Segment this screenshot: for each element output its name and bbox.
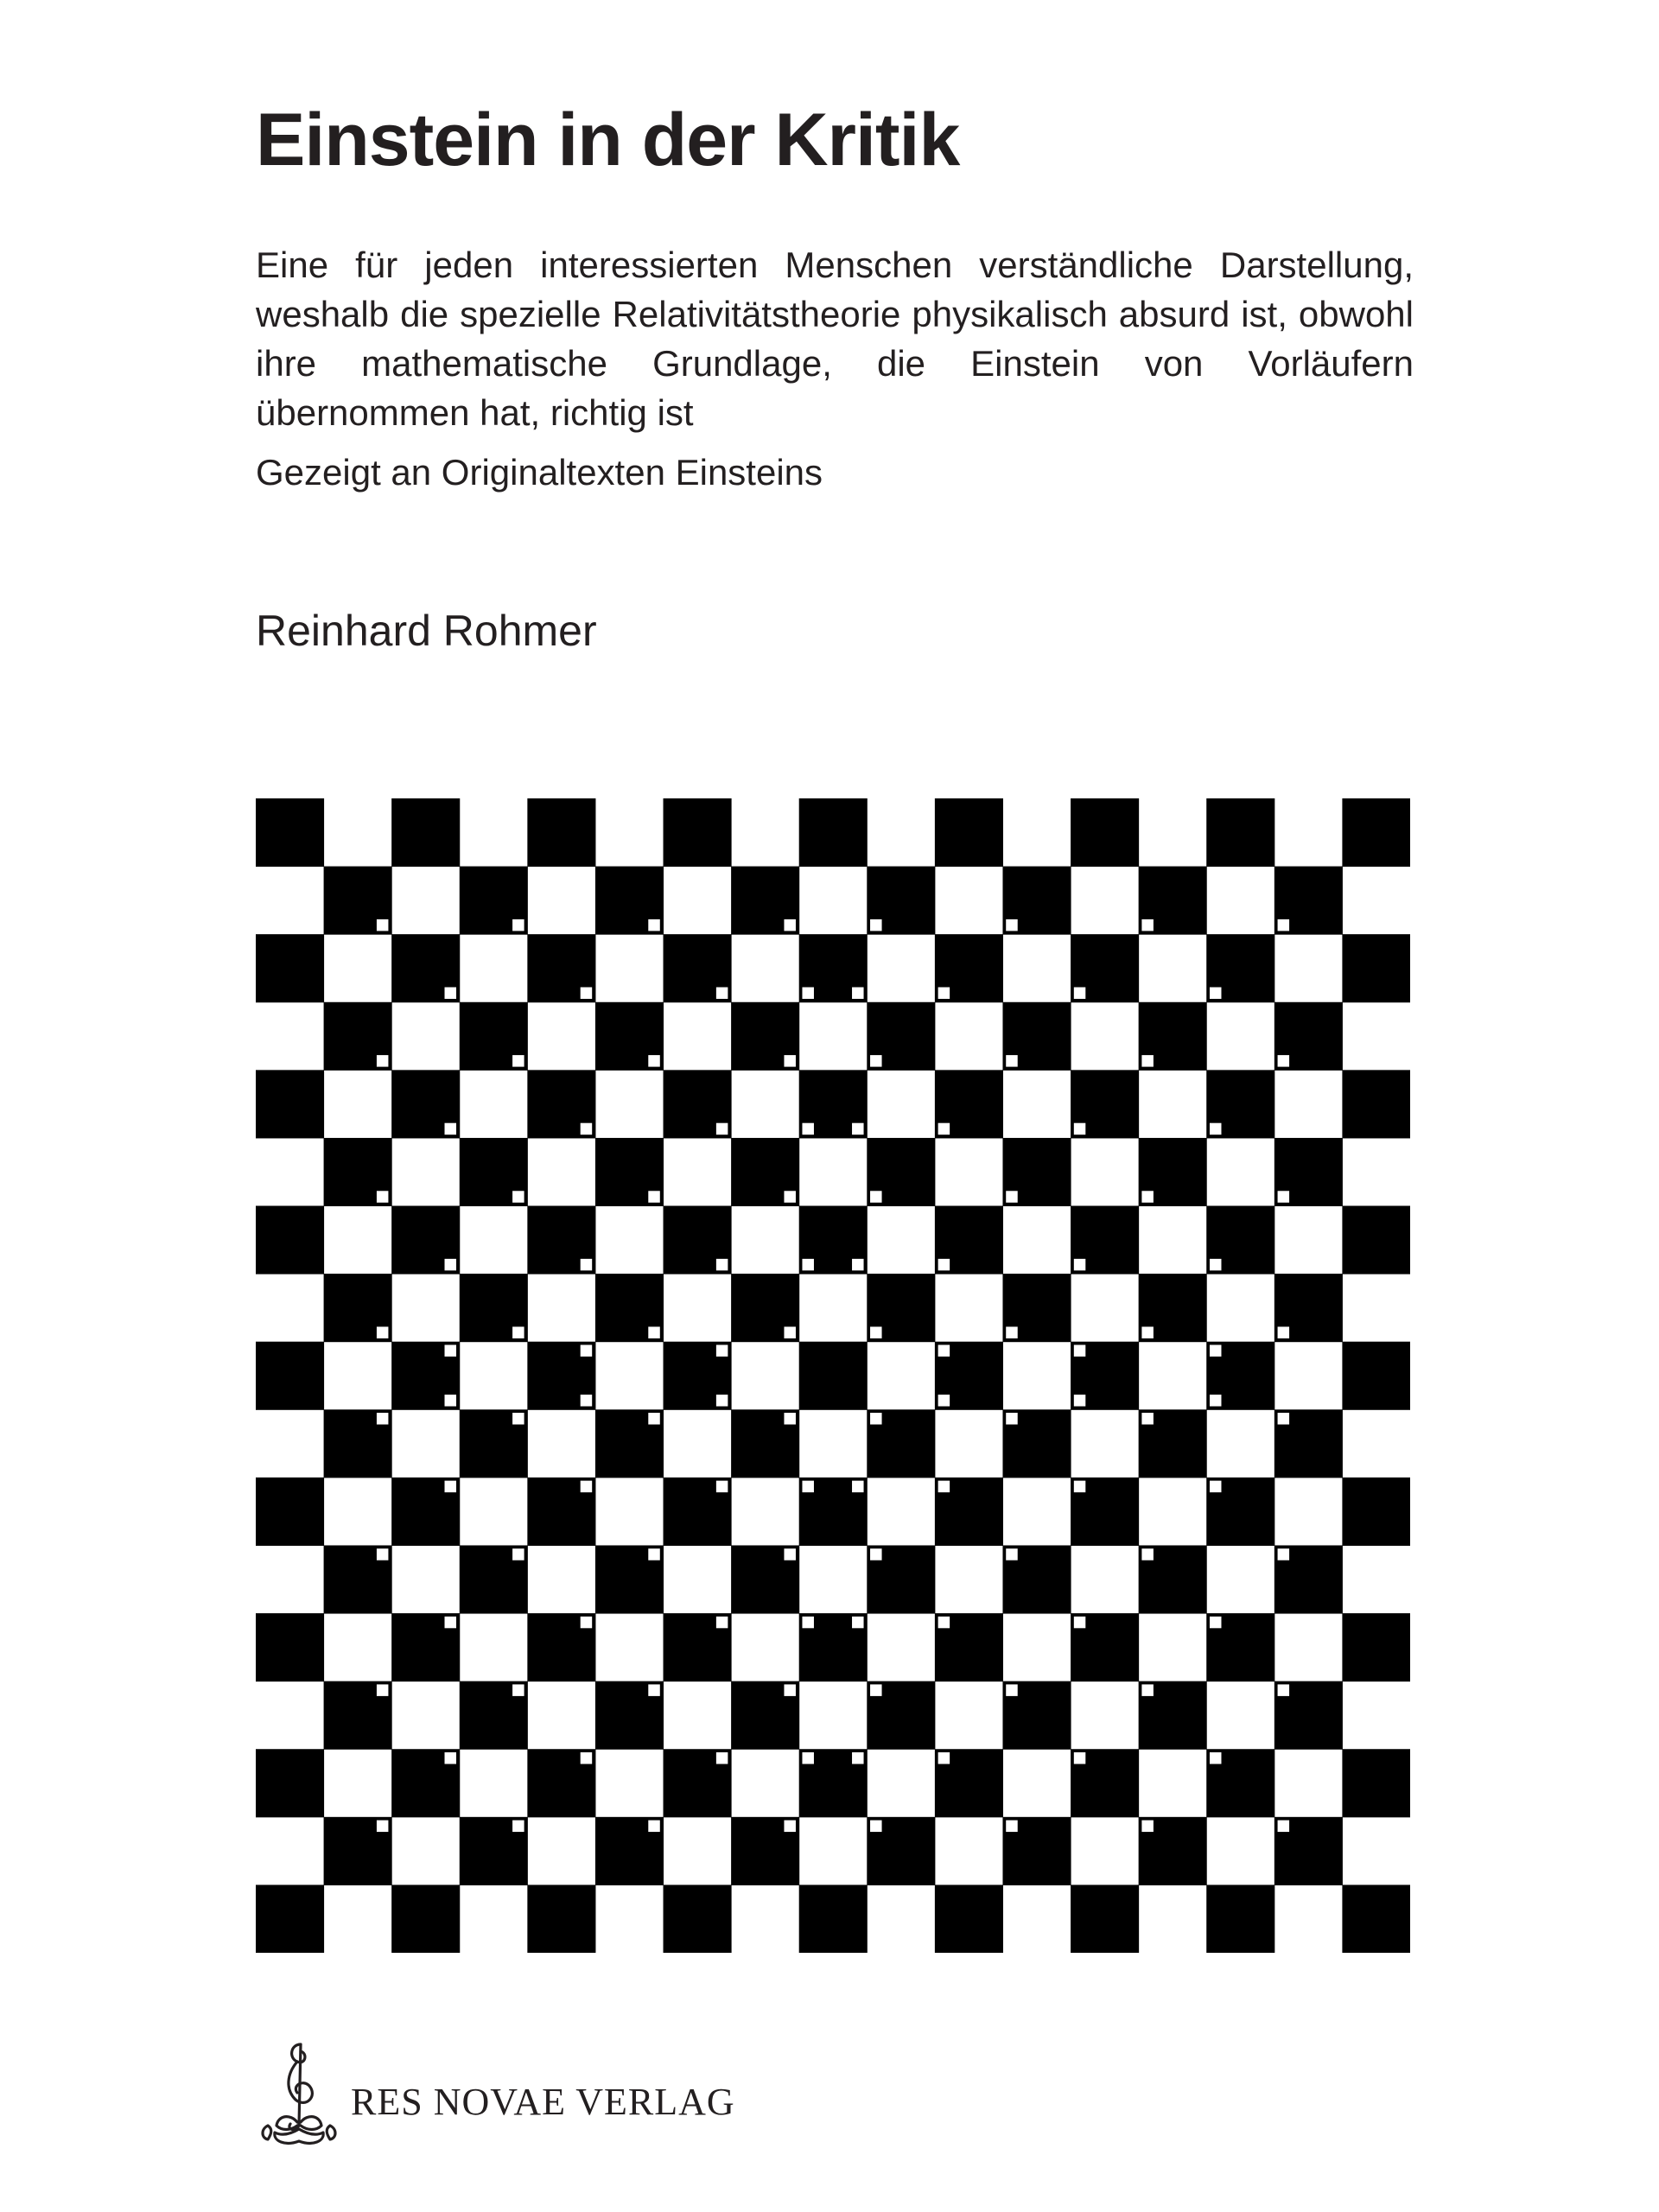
illusion-marker [938,1480,950,1493]
illusion-marker [851,987,864,1000]
illusion-square [391,798,460,867]
illusion-marker [802,1480,815,1493]
illusion-square [256,934,324,1002]
illusion-marker [580,1616,593,1629]
illusion-marker [784,1548,797,1560]
illusion-marker [512,1548,524,1560]
illusion-marker [1141,1820,1154,1833]
illusion-marker [1209,1122,1222,1135]
illusion-marker [869,1684,882,1697]
illusion-marker [444,1394,457,1407]
illusion-marker [1209,1751,1222,1764]
illusion-marker [784,1412,797,1425]
illusion-square [256,1478,324,1546]
illusion-marker [1141,1191,1154,1204]
illusion-marker [1209,1258,1222,1271]
illusion-square [256,1613,324,1681]
illusion-marker [444,1344,457,1357]
illusion-marker [1005,1548,1018,1560]
illusion-square [1342,1478,1410,1546]
illusion-marker [1073,1258,1086,1271]
illusion-marker [512,1412,524,1425]
cover-subtitle: Eine für jeden interessierten Menschen verständliche Darstellung, weshalb die spezielle Relativitätstheorie physikalisch absurd ist, obwohl ihre mathematische Grundlage, die Einstein von Vorläufern übernommen hat, richtig ist [256,245,1414,433]
illusion-square [799,1342,868,1410]
illusion-marker [648,1191,661,1204]
illusion-marker [580,1751,593,1764]
illusion-square [1342,1206,1410,1274]
illusion-marker [938,1122,950,1135]
illusion-marker [1141,1548,1154,1560]
illusion-marker [1277,1548,1290,1560]
illusion-marker [851,1751,864,1764]
illusion-square [1342,1070,1410,1138]
illusion-square [1071,1885,1139,1953]
illusion-marker [1277,1054,1290,1067]
illusion-marker [715,1258,728,1271]
illusion-marker [784,1191,797,1204]
illusion-marker [869,1548,882,1560]
illusion-marker [648,1548,661,1560]
illusion-marker [1277,1191,1290,1204]
illusion-marker [580,1258,593,1271]
illusion-marker [512,1684,524,1697]
illusion-square [527,1885,595,1953]
illusion-marker [376,1326,389,1339]
illusion-marker [938,1616,950,1629]
illusion-marker [1141,918,1154,931]
treble-clef-lotus-icon [256,2039,339,2152]
illusion-marker [715,987,728,1000]
illusion-marker [1209,1344,1222,1357]
illusion-marker [1209,987,1222,1000]
illusion-square [256,1885,324,1953]
illusion-square [935,798,1003,867]
illusion-marker [1277,1820,1290,1833]
illusion-marker [1073,1344,1086,1357]
illusion-marker [802,987,815,1000]
illusion-square [256,1070,324,1138]
illusion-marker [802,1122,815,1135]
illusion-square [256,798,324,867]
publisher-name: RES NOVAE VERLAG [351,2081,735,2123]
illusion-square [1342,1342,1410,1410]
illusion-marker [648,1820,661,1833]
illusion-marker [444,1258,457,1271]
illusion-marker [648,1684,661,1697]
illusion-marker [869,1326,882,1339]
illusion-marker [784,1054,797,1067]
illusion-marker [648,1054,661,1067]
illusion-marker [444,1480,457,1493]
illusion-square [256,1749,324,1817]
illusion-square [935,1885,1003,1953]
illusion-marker [376,1191,389,1204]
illusion-square [1342,1749,1410,1817]
illusion-marker [512,1054,524,1067]
illusion-square [1342,1885,1410,1953]
cover-author: Reinhard Rohmer [256,607,597,655]
illusion-marker [938,1258,950,1271]
illusion-marker [1277,1684,1290,1697]
illusion-marker [1141,1326,1154,1339]
illusion-square [1342,934,1410,1002]
illusion-marker [444,1751,457,1764]
illusion-marker [1005,1820,1018,1833]
illusion-marker [648,918,661,931]
illusion-marker [1073,1751,1086,1764]
illusion-marker [1005,918,1018,931]
illusion-marker [512,1191,524,1204]
illusion-square [1206,798,1274,867]
illusion-marker [851,1616,864,1629]
illusion-marker [1141,1684,1154,1697]
illusion-marker [1073,1480,1086,1493]
illusion-square [1342,1613,1410,1681]
illusion-square [664,798,732,867]
illusion-marker [802,1751,815,1764]
illusion-marker [1073,1122,1086,1135]
illusion-marker [715,1751,728,1764]
illusion-marker [715,1394,728,1407]
illusion-square [799,1885,868,1953]
illusion-marker [1209,1394,1222,1407]
illusion-marker [938,1751,950,1764]
illusion-marker [851,1258,864,1271]
illusion-marker [802,1616,815,1629]
illusion-marker [1073,1616,1086,1629]
illusion-marker [512,1820,524,1833]
illusion-square [527,798,595,867]
illusion-marker [1005,1684,1018,1697]
illusion-marker [1277,1326,1290,1339]
illusion-square [799,798,868,867]
illusion-marker [444,1122,457,1135]
illusion-marker [648,1326,661,1339]
illusion-square [664,1885,732,1953]
illusion-marker [869,1191,882,1204]
illusion-marker [444,1616,457,1629]
illusion-marker [1277,1412,1290,1425]
illusion-square [256,1342,324,1410]
illusion-marker [784,1326,797,1339]
illusion-square [1342,798,1410,867]
illusion-marker [580,1122,593,1135]
illusion-marker [869,1054,882,1067]
illusion-marker [802,1258,815,1271]
illusion-marker [1073,1394,1086,1407]
illusion-marker [1209,1480,1222,1493]
illusion-marker [715,1480,728,1493]
illusion-marker [1277,918,1290,931]
illusion-marker [715,1122,728,1135]
illusion-marker [376,1412,389,1425]
cover-subtitle-secondary: Gezeigt an Originaltexten Einsteins [256,452,823,493]
illusion-marker [784,918,797,931]
illusion-marker [1073,987,1086,1000]
illusion-square [256,1206,324,1274]
illusion-marker [512,918,524,931]
illusion-marker [784,1684,797,1697]
illusion-marker [1005,1054,1018,1067]
illusion-marker [715,1616,728,1629]
illusion-marker [580,1480,593,1493]
illusion-marker [580,1394,593,1407]
illusion-marker [938,1344,950,1357]
illusion-marker [376,1054,389,1067]
illusion-square [1071,798,1139,867]
illusion-marker [512,1326,524,1339]
illusion-marker [1141,1412,1154,1425]
illusion-marker [444,987,457,1000]
illusion-marker [869,1412,882,1425]
illusion-square [391,1885,460,1953]
illusion-marker [1005,1191,1018,1204]
illusion-square [1206,1885,1274,1953]
illusion-marker [580,987,593,1000]
illusion-marker [869,1820,882,1833]
illusion-marker [938,987,950,1000]
checkerboard-illusion [256,798,1410,1953]
illusion-marker [1005,1326,1018,1339]
illusion-marker [784,1820,797,1833]
illusion-marker [648,1412,661,1425]
illusion-marker [376,1820,389,1833]
illusion-marker [580,1344,593,1357]
illusion-marker [376,1684,389,1697]
illusion-marker [851,1480,864,1493]
illusion-marker [869,918,882,931]
illusion-marker [715,1344,728,1357]
illusion-marker [938,1394,950,1407]
illusion-marker [851,1122,864,1135]
illusion-marker [1005,1412,1018,1425]
illusion-marker [1209,1616,1222,1629]
cover-title: Einstein in der Kritik [256,99,960,181]
illusion-marker [376,918,389,931]
illusion-marker [376,1548,389,1560]
illusion-marker [1141,1054,1154,1067]
